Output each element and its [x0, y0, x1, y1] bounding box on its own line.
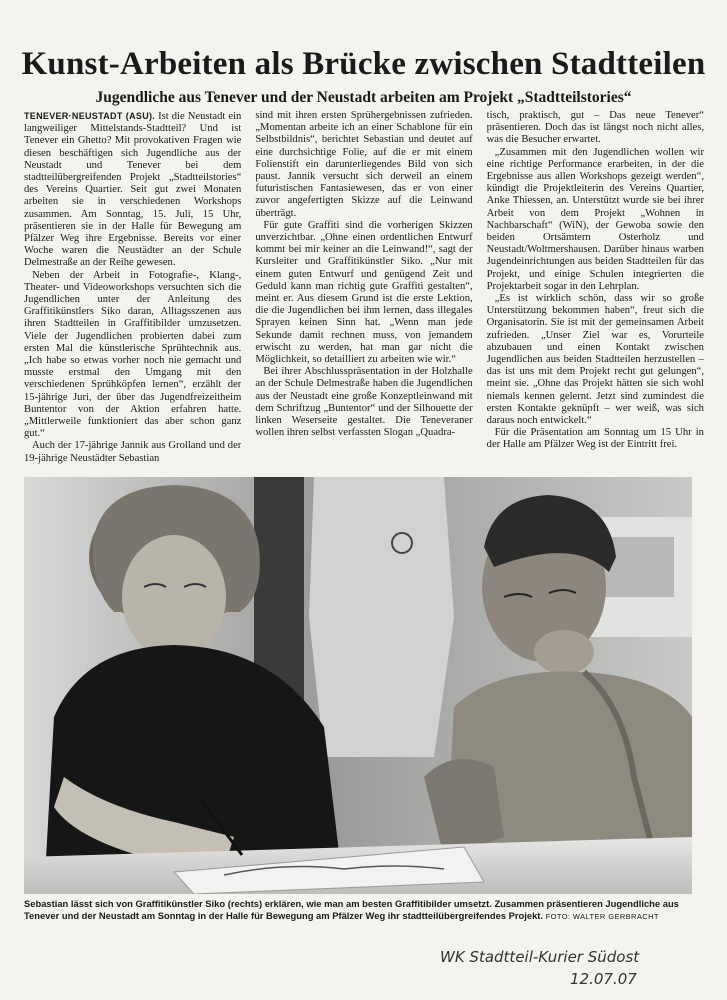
- photo-credit: FOTO: WALTER GERBRACHT: [545, 912, 659, 922]
- paragraph: Für die Präsentation am Sonntag um 15 Uhr in der Halle am Pfälzer Weg ist der Eintritt frei.: [486, 427, 704, 451]
- dateline: TENEVER·NEUSTADT (ASU).: [24, 111, 156, 121]
- photo-caption: [24, 898, 700, 924]
- paragraph: tisch, praktisch, gut – Das neue Tenever“ präsentieren. Doch das ist längst noch nicht alles, was die Besucher erwartet.: [486, 110, 704, 146]
- paragraph: Für gute Graffiti sind die vorherigen Skizzen unverzichtbar. „Ohne einen ordentlichen Entwurf kommt bei mir keiner an die Leinwand!“, sagt der Kursleiter und Graffitikünstler Siko. „Nur mit einem guten Entwurf und genügend Zeit und Geduld kann man richtig gute Graffiti gestalten“, meint er. Aus diesem Grund ist die erste Lektion, die die Jugendlichen bei ihm lernen, dass illegales Sprayen keinen Sinn hat. „Wenn man jede Sekunde damit rechnen muss, von jemandem erwischt zu werden, hat man gar nicht die Möglichkeit, so detailliert zu arbeiten wie wir.“: [255, 219, 473, 366]
- paragraph: „Es ist wirklich schön, dass wir so große Unterstützung bekommen haben“, freut sich die Organisatorin. Sie ist mit der gemeinsamen Arbeit zufrieden. „Unser Ziel war es, Vorurteile abzubauen und einen Kontakt zwischen Jugendlichen aus beiden Stadtteilen herzustellen – das ist uns mit dem Projekt recht gut gelungen“, meint sie. „Ohne das Projekt hätten sie sich wohl niemals kennen gelernt. Jetzt sind zumindest die ersten Kontakte geknüpft – wer weiß, was sich daraus noch entwickelt.“: [486, 293, 704, 427]
- article-column-2: [255, 110, 472, 472]
- handwritten-source: WK Stadtteil-Kurier Südost: [440, 948, 640, 966]
- paragraph: Auch der 17-jährige Jannik aus Grolland und der 19-jährige Neustädter Sebastian: [24, 440, 242, 464]
- paragraph-text: Ist die Neustadt ein langweiliger Mittelstands-Stadtteil? Und ist Tenever ein Ghetto? Mit provokativen Fragen wie diesen beschäftigen sich Jugendliche aus der Neustadt und Tenever bei dem stadtteilübergreifenden Projekt „Stadtteilstories“ des Vereins Quartier. Seit gut zwei Monaten arbeiten sie in verschiedenen Workshops zusammen. Am Sonntag, 15. Juli, 15 Uhr, präsentieren sie in der Halle für Bewegung am Pfälzer Weg ihre Ergebnisse. Bereits vor einer Woche waren die Neustädter an der Schule Delmestraße an der Reihe gewesen.: [24, 111, 242, 269]
- caption-text: Sebastian lässt sich von Graffitikünstler Siko (rechts) erklären, wie man am besten Graffitibilder umsetzt. Zusammen präsentieren Jugendliche aus Tenever und der Neustadt am Sonntag in der Halle für Bewegung am Pfälzer Weg ihr stadtteilübergreifendes Projekt.: [24, 898, 679, 922]
- handwritten-source-note: [440, 946, 700, 990]
- handwritten-date: 12.07.07: [570, 970, 637, 988]
- article-column-1: [24, 110, 241, 472]
- paragraph: „Zusammen mit den Jugendlichen wollen wir eine richtige Performance erarbeiten, in der die Ergebnisse aus allen Workshops gezeigt werden“, kündigt die Projektleiterin des Vereins Quartier, Anke Thiessen, an. Unterstützt wurde sie bei ihrer Arbeit von dem Projekt „Wohnen in Nachbarschaft“ (WiN), der Gewoba sowie den beiden Ortsämtern Osterholz und Neustadt/Woltmershausen. Darüber hinaus warben Jugendeinrichtungen aus beiden Stadtteilen für das Projekt, und einige Schulen integrierten die Projektarbeit sogar in den Lehrplan.: [486, 146, 704, 292]
- article-body: [24, 110, 704, 472]
- article-headline: Kunst-Arbeiten als Brücke zwischen Stadtteilen: [21, 46, 706, 82]
- article-subheadline: Jugendliche aus Tenever und der Neustadt arbeiten am Projekt „Stadtteilstories“: [95, 89, 632, 106]
- article-column-3: [487, 110, 704, 472]
- paragraph: [24, 110, 241, 270]
- paragraph: Neben der Arbeit in Fotografie-, Klang-, Theater- und Videoworkshops versuchten sich die Jugendlichen unter der Anleitung des Graffitikünstlers Siko daran, Alltagsszenen aus ihren Stadtteilen in Graffitibilder umzusetzen. Viele der Jugendlichen probierten dabei zum ersten Mal die künstlerische Sprühtechnik aus. „Ich habe so etwas vorher noch nie gemacht und musste erstmal den Umgang mit den verschiedenen Sprühköpfen lernen“, erzählt der 15-jährige Juri, der über das Jugendfreizeitheim Buntentor von der Aktion erfahren hatte. „Mittlerweile funktioniert das aber schon ganz gut.“: [24, 269, 242, 440]
- paragraph: Bei ihrer Abschlusspräsentation in der Holzhalle an der Schule Delmestraße haben die Jugendlichen aus der Neustadt eine große Konzeptleinwand mit dem Schriftzug „Buntentor“ und der Silhouette der linken Weserseite gestaltet. Die Teneveraner wollen ihren selbst verfassten Slogan „Quadra-: [255, 366, 473, 439]
- article-photo: [24, 477, 692, 894]
- paragraph: sind mit ihren ersten Sprühergebnissen zufrieden. „Momentan arbeite ich an einer Schablone für ein Selbstbildnis“, berichtet Sebastian und deutet auf eine durchsichtige Folie, auf die er mit einem Folienstift ein darunterliegendes Bild von sich paust. Jannik versucht sich derweil an einem futuristischen Fantasiewesen, das er von einer zuvor angefertigten Skizze auf die Leinwand überträgt.: [255, 110, 473, 219]
